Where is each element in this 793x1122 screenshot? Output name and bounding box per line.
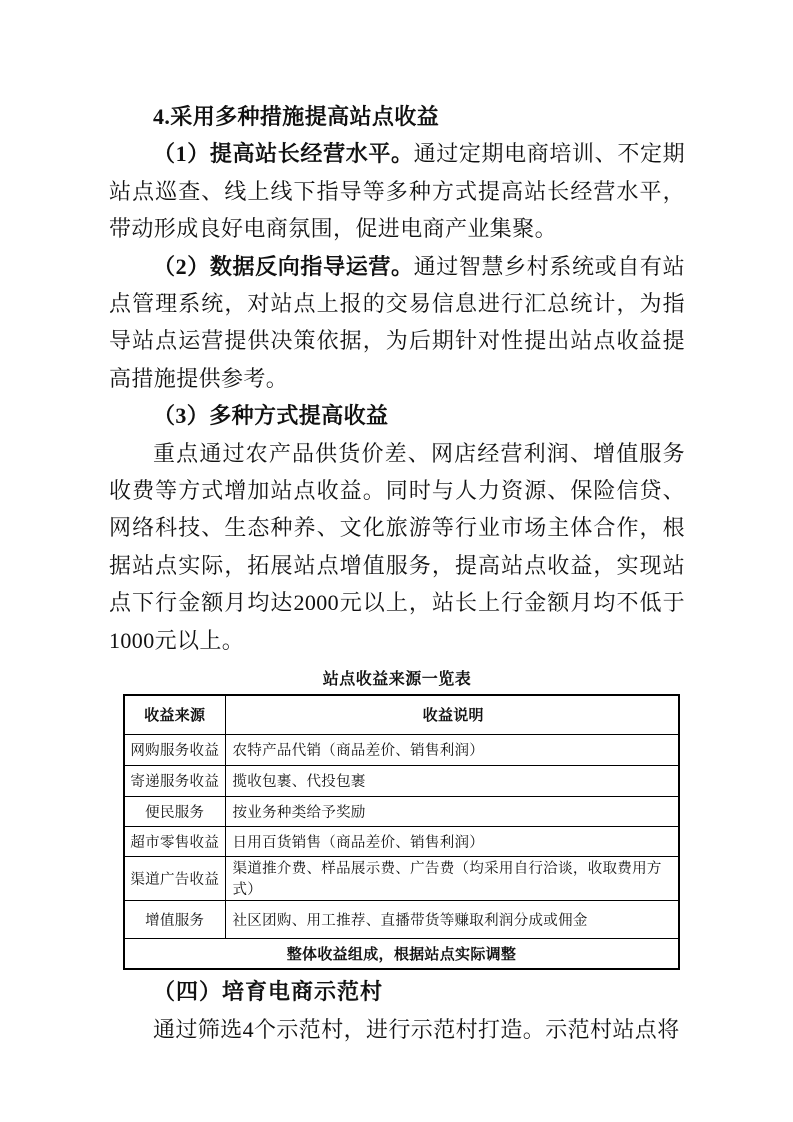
income-table-caption: 站点收益来源一览表 xyxy=(322,671,472,689)
table-row xyxy=(124,900,679,938)
table-row xyxy=(124,856,679,900)
cell-income-source: 网购服务收益 xyxy=(124,734,225,765)
table-row xyxy=(124,796,679,826)
cell-income-desc: 农特产品代销（商品差价、销售利润） xyxy=(225,734,679,765)
paragraph-improve-management-text: 通过定期电商培训、不定期站点巡查、线上线下指导等多种方式提高站长经营水平，带动形成良好电商氛围，促进电商产业集聚。 xyxy=(109,141,685,242)
paragraph-data-guidance-text: 通过智慧乡村系统或自有站点管理系统，对站点上报的交易信息进行汇总统计，为指导站点运营提供决策依据，为后期针对性提出站点收益提高措施提供参考。 xyxy=(109,253,685,391)
cell-income-desc: 按业务种类给予奖励 xyxy=(225,796,679,826)
heading-increase-station-income: 4.采用多种措施提高站点收益 xyxy=(153,104,440,129)
paragraph-data-guidance xyxy=(109,248,685,398)
income-table-footer-note: 整体收益组成，根据站点实际调整 xyxy=(124,938,679,969)
cell-income-desc: 揽收包裹、代投包裹 xyxy=(225,765,679,796)
cell-income-source: 便民服务 xyxy=(124,796,225,826)
cell-income-desc: 渠道推介费、样品展示费、广告费（均采用自行洽谈，收取费用方式） xyxy=(225,856,679,900)
cell-income-source: 渠道广告收益 xyxy=(124,856,225,900)
cell-income-source: 寄递服务收益 xyxy=(124,765,225,796)
heading-demo-village: （四）培育电商示范村 xyxy=(153,979,384,1005)
income-table-header-source: 收益来源 xyxy=(124,695,225,734)
income-source-table xyxy=(123,694,680,970)
income-table-header-row xyxy=(124,695,679,734)
heading-multiple-income-methods: （3）多种方式提高收益 xyxy=(153,403,389,429)
paragraph-data-guidance-lead: （2）数据反向指导运营。 xyxy=(153,253,414,279)
table-row xyxy=(124,734,679,765)
cell-income-source: 增值服务 xyxy=(124,900,225,938)
income-table-footer-row xyxy=(124,938,679,969)
paragraph-income-methods: 重点通过农产品供货价差、网店经营利润、增值服务收费等方式增加站点收益。同时与人力资源、保险信贷、网络科技、生态种养、文化旅游等行业市场主体合作，根据站点实际，拓展站点增值服务，提高站点收益，实现站点下行金额月均达2000元以上，站长上行金额月均不低于1000元以上。 xyxy=(109,440,685,653)
table-row xyxy=(124,826,679,856)
cell-income-desc: 日用百货销售（商品差价、销售利润） xyxy=(225,826,679,856)
cell-income-desc: 社区团购、用工推荐、直播带货等赚取利润分成或佣金 xyxy=(225,900,679,938)
table-row xyxy=(124,765,679,796)
paragraph-improve-management xyxy=(109,135,685,247)
cell-income-source: 超市零售收益 xyxy=(124,826,225,856)
paragraph-improve-management-lead: （1）提高站长经营水平。 xyxy=(153,141,414,167)
paragraph-demo-village: 通过筛选4个示范村，进行示范村打造。示范村站点将 xyxy=(153,1016,680,1042)
income-table-header-desc: 收益说明 xyxy=(225,695,679,734)
